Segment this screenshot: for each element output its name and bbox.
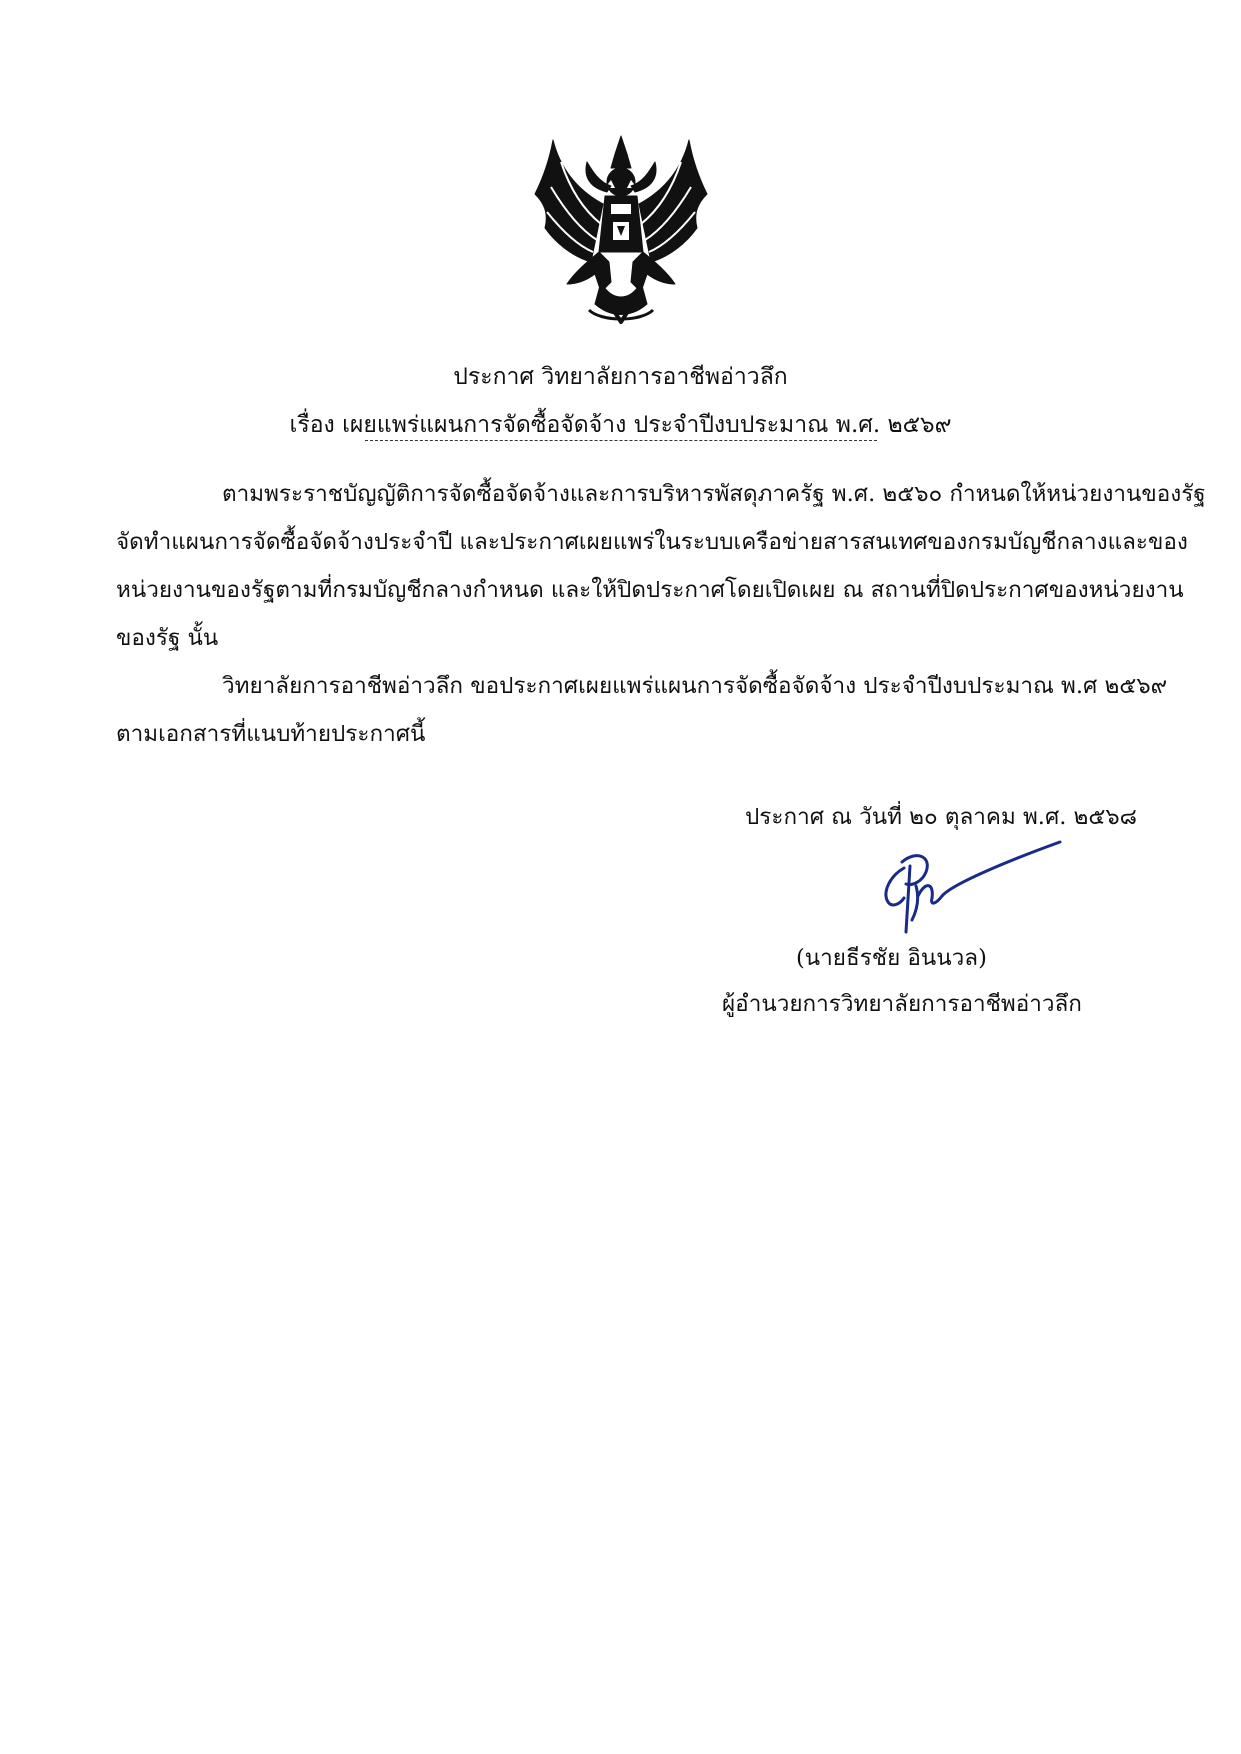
- announcement-date: ประกาศ ณ วันที่ ๒๐ ตุลาคม พ.ศ. ๒๕๖๘: [745, 804, 1138, 830]
- body-line: ของรัฐ นั้น: [116, 625, 219, 651]
- body-line: วิทยาลัยการอาชีพอ่าวลึก ขอประกาศเผยแพร่แผนการจัดซื้อจัดจ้าง ประจำปีงบประมาณ พ.ศ ๒๕๖๙: [222, 673, 1168, 699]
- body-line: จัดทำแผนการจัดซื้อจัดจ้างประจำปี และประกาศเผยแพร่ในระบบเครือข่ายสารสนเทศของกรมบัญชีกลางและของ: [116, 529, 1188, 555]
- signer-title: ผู้อำนวยการวิทยาลัยการอาชีพอ่าวลึก: [722, 991, 1082, 1017]
- body-line: ตามเอกสารที่แนบท้ายประกาศนี้: [116, 721, 426, 747]
- garuda-emblem-icon: [531, 132, 711, 332]
- signer-name: (นายธีรชัย อินนวล): [796, 945, 987, 971]
- body-line: ตามพระราชบัญญัติการจัดซื้อจัดจ้างและการบริหารพัสดุภาครัฐ พ.ศ. ๒๕๖๐ กำหนดให้หน่วยงานของรัฐ: [222, 481, 1206, 507]
- title-divider: [365, 440, 877, 441]
- body-line: หน่วยงานของรัฐตามที่กรมบัญชีกลางกำหนด และให้ปิดประกาศโดยเปิดเผย ณ สถานที่ปิดประกาศของหน่วยงาน: [116, 577, 1184, 603]
- handwritten-signature-icon: [860, 840, 1070, 940]
- announcement-subject: เรื่อง เผยแพร่แผนการจัดซื้อจัดจ้าง ประจำปีงบประมาณ พ.ศ. ๒๕๖๙: [289, 412, 952, 438]
- announcement-title: ประกาศ วิทยาลัยการอาชีพอ่าวลึก: [453, 364, 788, 390]
